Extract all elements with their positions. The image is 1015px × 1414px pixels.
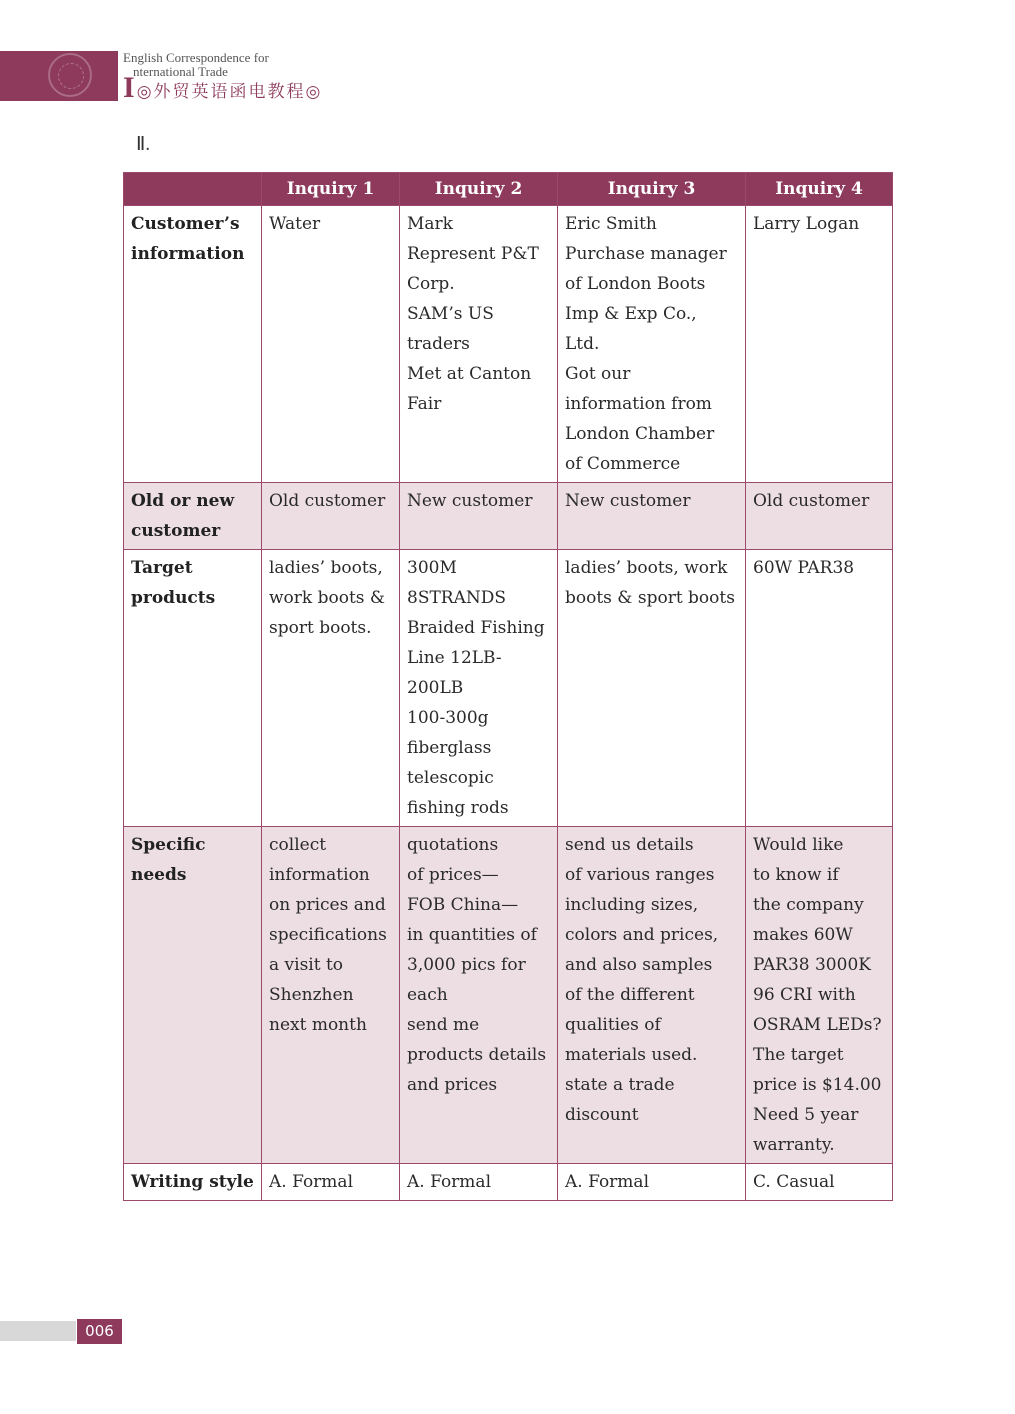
row-header-line: Writing style (131, 1172, 254, 1192)
cell-line: work boots & (269, 588, 386, 608)
cell-line: send us details (565, 835, 694, 855)
cell-line: 96 CRI with (753, 985, 856, 1005)
cell-line: telescopic (407, 768, 494, 788)
cell-line: Water (269, 214, 321, 234)
column-header: Inquiry 4 (746, 173, 893, 206)
cell-line: products details (407, 1045, 547, 1065)
cell-line: fishing rods (407, 798, 509, 818)
cell-line: 300M (407, 558, 457, 578)
row-header-line: Old or new (131, 491, 235, 511)
cell-line: makes 60W (753, 925, 853, 945)
cell-line: boots & sport boots (565, 588, 735, 608)
row-header-line: information (131, 244, 245, 264)
cell-line: warranty. (753, 1135, 835, 1155)
cell-line: Eric Smith (565, 214, 657, 234)
cell-line: Mark (407, 214, 453, 234)
cell-line: on prices and (269, 895, 386, 915)
cell-line: state a trade (565, 1075, 675, 1095)
column-header: Inquiry 2 (400, 173, 558, 206)
cell-line: the company (753, 895, 864, 915)
table-cell (558, 550, 746, 827)
header-chinese-title: ◎外贸英语函电教程◎ (136, 82, 323, 102)
cell-line: C. Casual (753, 1172, 835, 1192)
column-header (124, 173, 262, 206)
cell-line: and also samples (565, 955, 713, 975)
header-band (0, 51, 118, 101)
book-header (123, 51, 322, 103)
inquiry-table (123, 172, 893, 1201)
table-row (124, 550, 893, 827)
cell-line: a visit to (269, 955, 344, 975)
column-header: Inquiry 3 (558, 173, 746, 206)
cell-line: A. Formal (407, 1172, 492, 1192)
table-header-row (124, 173, 893, 206)
cell-line: Larry Logan (753, 214, 860, 234)
cell-line: SAM’s US (407, 304, 494, 324)
cell-line: Need 5 year (753, 1105, 859, 1125)
cell-line: OSRAM LEDs? (753, 1015, 882, 1035)
cell-line: 8STRANDS (407, 588, 507, 608)
table-cell (262, 1164, 400, 1201)
table-cell (400, 206, 558, 483)
table-cell (262, 827, 400, 1164)
cell-line: 200LB (407, 678, 464, 698)
cell-line: of various ranges (565, 865, 715, 885)
table-cell (262, 483, 400, 550)
cell-line: and prices (407, 1075, 498, 1095)
cell-line: New customer (565, 491, 691, 511)
table-cell (746, 827, 893, 1164)
cell-line: Line 12LB- (407, 648, 502, 668)
table-cell (262, 206, 400, 483)
cell-line: of prices— (407, 865, 499, 885)
table-cell (558, 206, 746, 483)
cell-line: Met at Canton (407, 364, 532, 384)
cell-line: Would like (753, 835, 844, 855)
cell-line: Purchase manager (565, 244, 727, 264)
cell-line: in quantities of (407, 925, 537, 945)
cell-line: discount (565, 1105, 639, 1125)
cell-line: A. Formal (269, 1172, 354, 1192)
cell-line: fiberglass (407, 738, 492, 758)
cell-line: information from (565, 394, 712, 414)
cell-line: The target (753, 1045, 844, 1065)
cell-line: 100-300g (407, 708, 489, 728)
table-cell (262, 550, 400, 827)
cell-line: Fair (407, 394, 442, 414)
cell-line: qualities of (565, 1015, 661, 1035)
cell-line: of London Boots (565, 274, 706, 294)
cell-line: London Chamber (565, 424, 715, 444)
table-cell (746, 550, 893, 827)
table-cell (746, 206, 893, 483)
cell-line: Represent P&T (407, 244, 539, 264)
footer-bar (0, 1321, 76, 1341)
cell-line: ladies’ boots, (269, 558, 383, 578)
table-cell (400, 483, 558, 550)
row-header-line: Customer’s (131, 214, 240, 234)
cell-line: ladies’ boots, work (565, 558, 728, 578)
cell-line: FOB China— (407, 895, 519, 915)
cell-line: 3,000 pics for (407, 955, 526, 975)
table-cell (400, 827, 558, 1164)
cell-line: colors and prices, (565, 925, 719, 945)
cell-line: traders (407, 334, 470, 354)
row-header (124, 550, 262, 827)
cell-line: Shenzhen (269, 985, 354, 1005)
cell-line: New customer (407, 491, 533, 511)
row-header (124, 1164, 262, 1201)
cell-line: each (407, 985, 448, 1005)
cell-line: Old customer (753, 491, 870, 511)
cell-line: send me (407, 1015, 480, 1035)
table-cell (558, 827, 746, 1164)
row-header-line: products (131, 588, 216, 608)
table-row (124, 483, 893, 550)
cell-line: Got our (565, 364, 631, 384)
table-cell (746, 483, 893, 550)
cell-line: A. Formal (565, 1172, 650, 1192)
cell-line: PAR38 3000K (753, 955, 871, 975)
cell-line: of the different (565, 985, 695, 1005)
table-cell (558, 1164, 746, 1201)
cell-line: collect (269, 835, 327, 855)
section-number: Ⅱ. (136, 134, 151, 155)
cell-line: sport boots. (269, 618, 372, 638)
cell-line: Ltd. (565, 334, 600, 354)
table-row (124, 1164, 893, 1201)
table-cell (400, 550, 558, 827)
table-row (124, 827, 893, 1164)
table-cell (400, 1164, 558, 1201)
cell-line: of Commerce (565, 454, 681, 474)
header-english-title-line1: English Correspondence for (123, 50, 269, 65)
row-header-line: needs (131, 865, 187, 885)
table-row (124, 206, 893, 483)
row-header (124, 483, 262, 550)
table-cell (746, 1164, 893, 1201)
cell-line: including sizes, (565, 895, 699, 915)
row-header-line: customer (131, 521, 221, 541)
cell-line: 60W PAR38 (753, 558, 855, 578)
page-number: 006 (77, 1319, 122, 1344)
row-header-line: Specific (131, 835, 206, 855)
cell-line: Corp. (407, 274, 455, 294)
cell-line: specifications (269, 925, 387, 945)
cell-line: to know if (753, 865, 839, 885)
row-header-line: Target (131, 558, 193, 578)
header-english-title-line2: nternational Trade (133, 64, 228, 79)
row-header (124, 827, 262, 1164)
cell-line: Braided Fishing (407, 618, 545, 638)
cell-line: price is $14.00 (753, 1075, 882, 1095)
row-header (124, 206, 262, 483)
cell-line: quotations (407, 835, 499, 855)
cell-line: Imp & Exp Co., (565, 304, 697, 324)
globe-emblem-icon (48, 53, 92, 97)
cell-line: materials used. (565, 1045, 698, 1065)
column-header: Inquiry 1 (262, 173, 400, 206)
cell-line: next month (269, 1015, 367, 1035)
table-cell (558, 483, 746, 550)
cell-line: Old customer (269, 491, 386, 511)
header-initial-letter: I (123, 71, 135, 104)
cell-line: information (269, 865, 370, 885)
